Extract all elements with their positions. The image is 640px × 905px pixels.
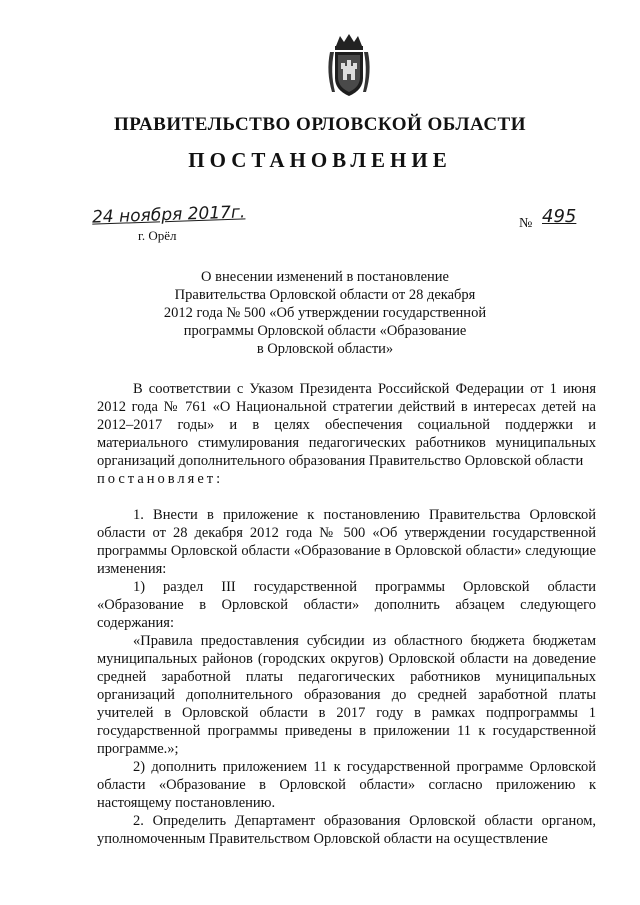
- preamble-text: В соответствии с Указом Президента Российской Федерации от 1 июня 2012 года № 761 «О Национальной стратегии действий в интересах детей на 2012–2017 годы» и в целях обеспечения социальной поддержки и материального стимулирования педагогических работников муниципальных организаций дополнительного образования Правительство Орловской области: [97, 381, 596, 469]
- paragraph-1-item-1: 1) раздел III государственной программы Орловской области «Образование в Орловской области» дополнить абзацем следующего содержания:: [97, 579, 596, 631]
- document-body: [97, 380, 596, 848]
- subject-line: О внесении изменений в постановление: [201, 269, 449, 285]
- number-label: №: [519, 216, 533, 231]
- handwritten-number: 495: [542, 206, 577, 227]
- coat-of-arms-icon: [324, 32, 374, 100]
- document-type: ПОСТАНОВЛЕНИЕ: [188, 148, 452, 172]
- paragraph-2: 2. Определить Департамент образования Орловской области органом, уполномоченным Правительством Орловской области на осуществление: [97, 813, 596, 847]
- subject-line: программы Орловской области «Образование: [183, 323, 467, 339]
- paragraph-1: 1. Внести в приложение к постановлению Правительства Орловской области от 28 декабря 2012 года № 500 «Об утверждении государственной программы Орловской области «Образование в Орловской области» следующие изменения:: [97, 507, 596, 577]
- decree-word: постановляет:: [97, 471, 224, 487]
- subject-line: 2012 года № 500 «Об утверждении государственной: [163, 305, 487, 321]
- preamble-paragraph: [97, 380, 596, 488]
- city-label: г. Орёл: [138, 228, 177, 243]
- subject-line: Правительства Орловской области от 28 декабря: [174, 287, 476, 303]
- quoted-rule-paragraph: «Правила предоставления субсидии из областного бюджета бюджетам муниципальных районов (городских округов) Орловской области на доведение средней заработной платы педагогических работников муниципальных организаций дополнительного образования до средней заработной платы учителей в Орловской области в 2017 году в рамках подпрограммы 1 государственной программы приведены в приложении 11 к государственной программе.»;: [97, 633, 596, 757]
- document-subject: [130, 268, 520, 358]
- government-title: ПРАВИТЕЛЬСТВО ОРЛОВСКОЙ ОБЛАСТИ: [113, 114, 526, 135]
- subject-line: в Орловской области»: [256, 341, 394, 357]
- paragraph-1-item-2: 2) дополнить приложением 11 к государственной программе Орловской области «Образование в Орловской области» согласно приложению к настоящему постановлению.: [97, 759, 596, 811]
- handwritten-date: 24 ноября 2017г.: [91, 202, 246, 228]
